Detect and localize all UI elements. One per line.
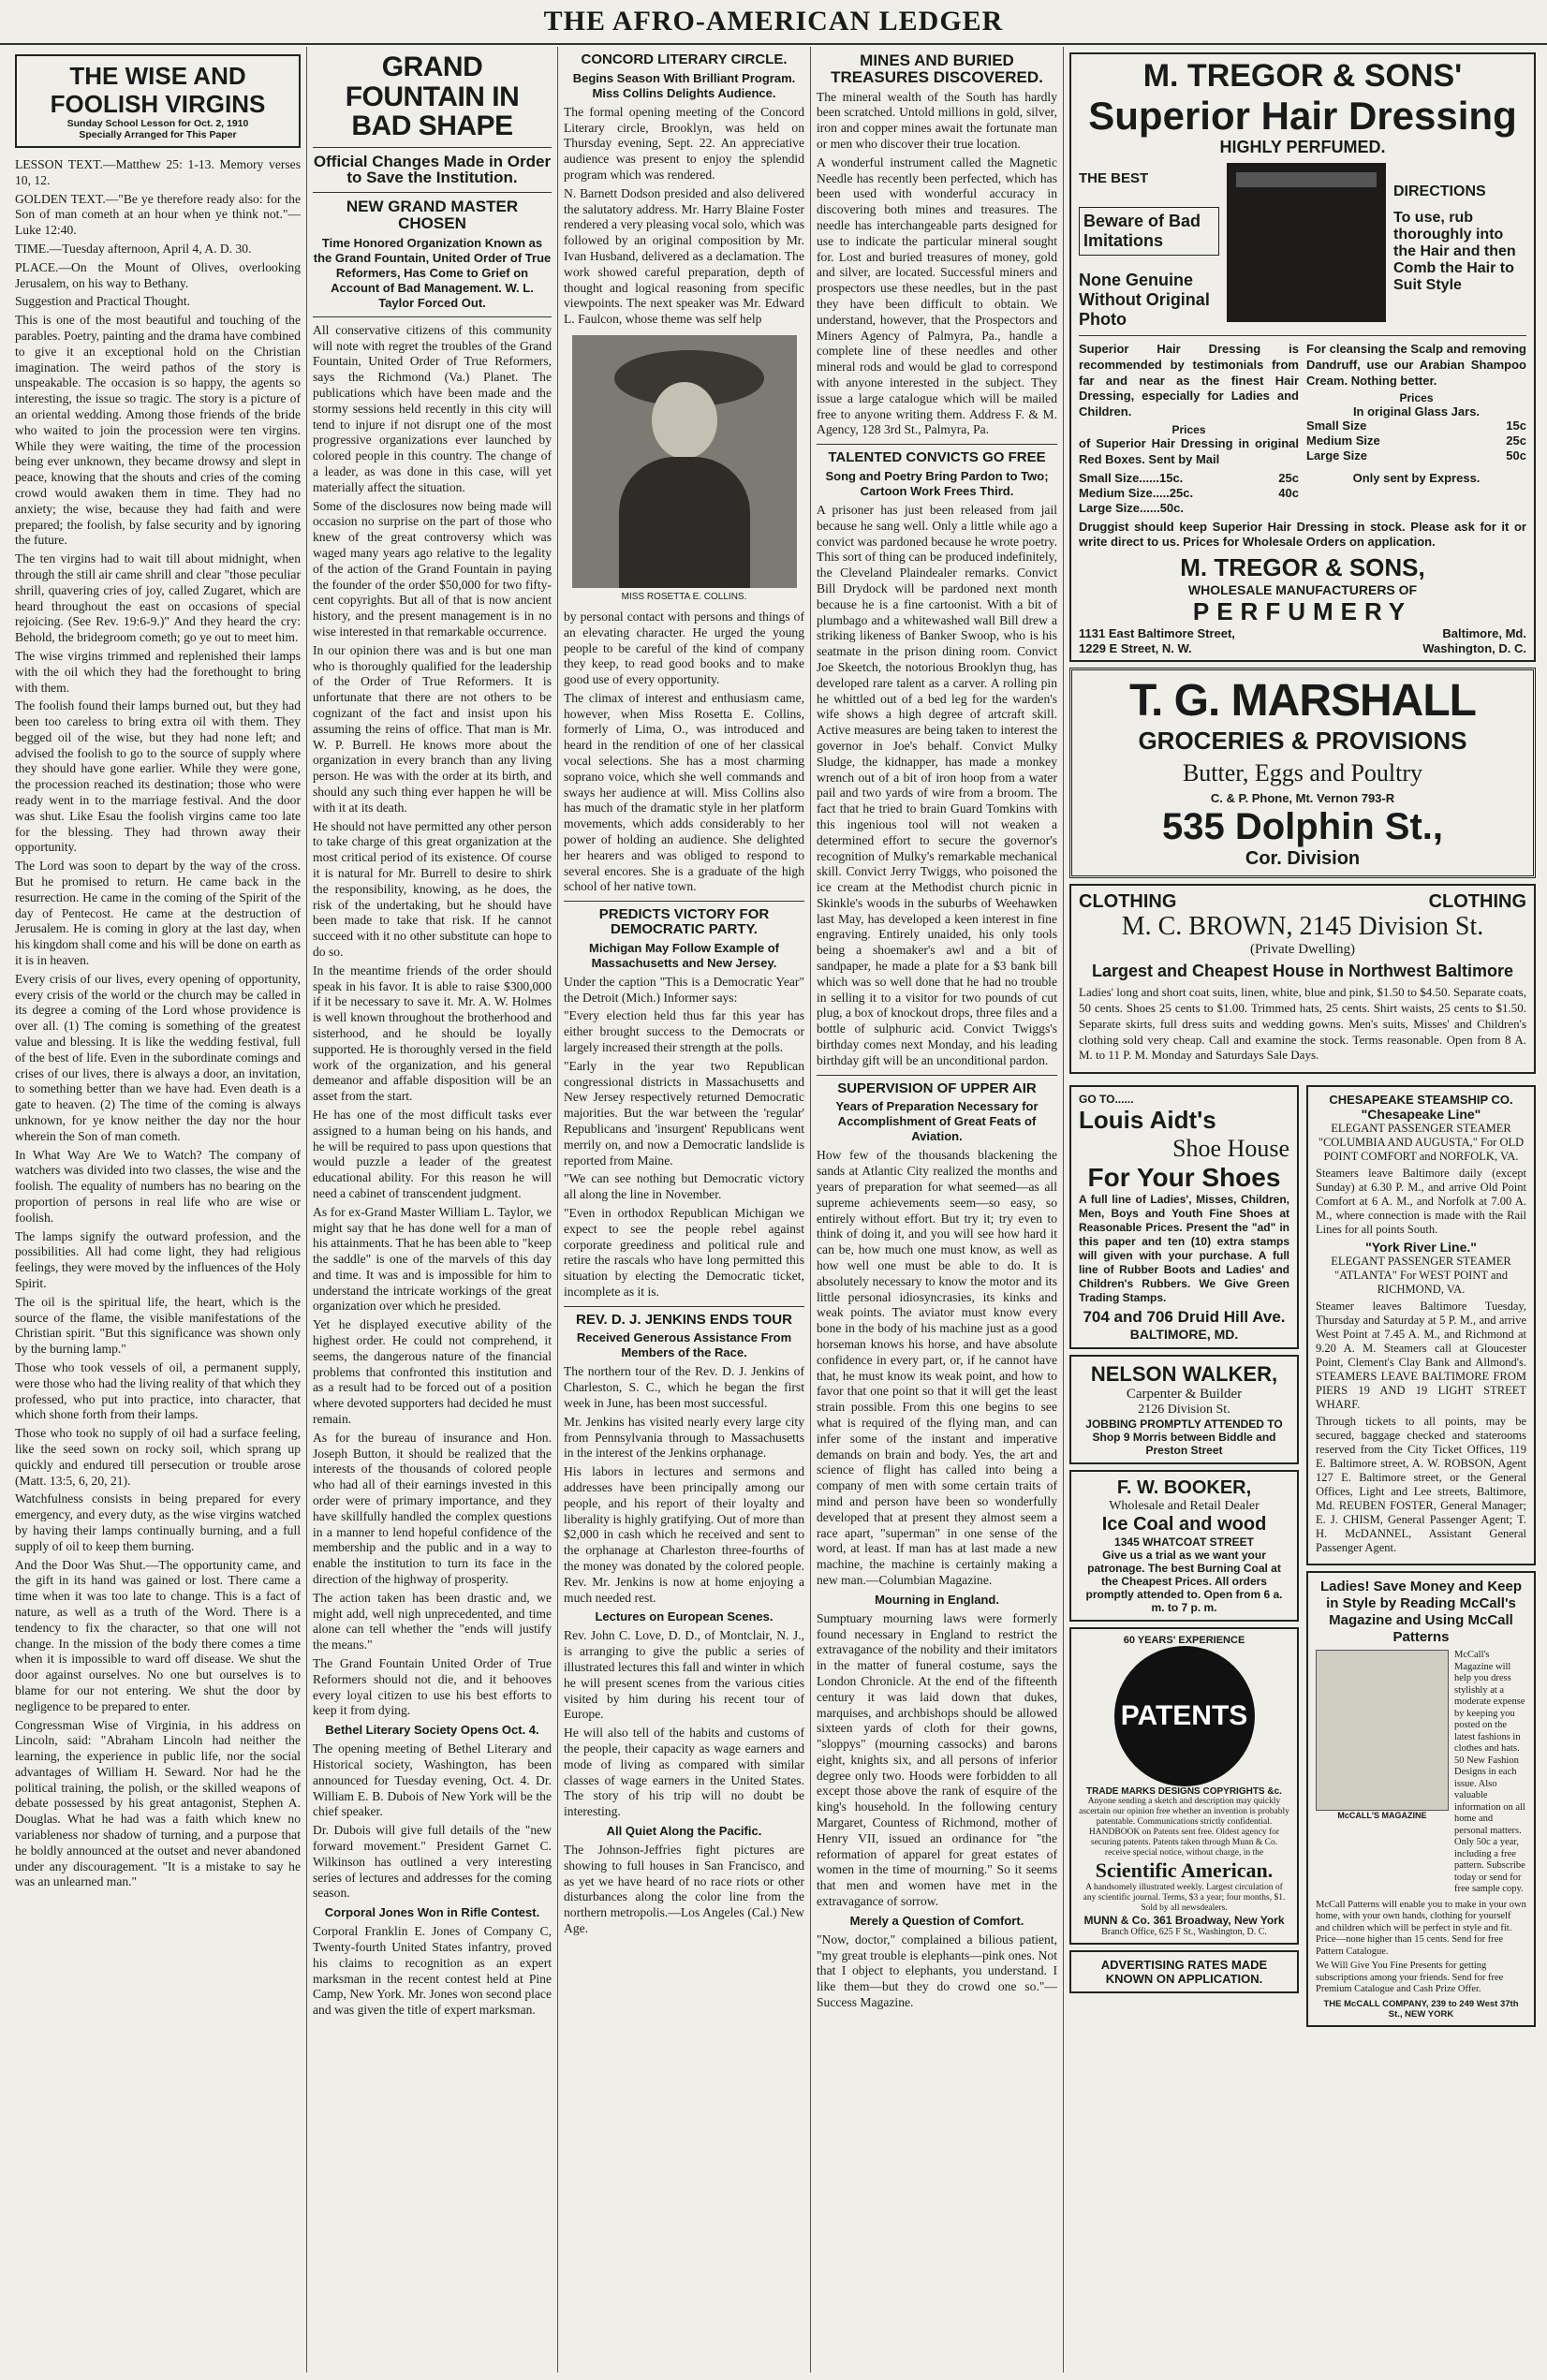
hair-dressing-tin-image	[1227, 163, 1386, 322]
paragraph: Watchfulness consists in being prepared for every emergency, and every duty, as the wise virgins watched by having their lamps continually burning, and a full supply of oil to keep them burning.	[15, 1491, 301, 1553]
patents-marks: TRADE MARKS DESIGNS COPYRIGHTS &c.	[1086, 1786, 1282, 1798]
column-5-ads	[1064, 47, 1541, 2373]
patents-sci-text: A handsomely illustrated weekly. Largest circulation of any scientific journal. Terms, $3 a year; four months, $1. Sold by all newsdealers.	[1083, 1883, 1286, 1914]
paragraph: "Even in orthodox Republican Michigan we expect to see the people rebel against corporate greediness and political rule and retire the rascals who have long permitted this situation by electing the Democratic ticket, incomplete as it is.	[564, 1205, 804, 1299]
mourning-body	[817, 1611, 1057, 1910]
paragraph: Congressman Wise of Virginia, in his address on Lincoln, said: "Abraham Lincoln had neither the learning, the experience in public life, nor the social advantages of William H. Seward. Nor had he the political training, the polish, or the skilled weapons of debate possessed by his great antagonist, Stephen A. Douglas. What he had was a faith which knew no variableness nor shadow of turning, and a purpose that he boldly announced at the outset and never abandoned under any discouragement. "It is a mistake to say he was an unlearned man."	[15, 1717, 301, 1889]
paragraph: How few of the thousands blackening the sands at Atlantic City realized the months and years of preparation for what seemed—as all supreme achievements seem—so easy, so entirely without effort. But try it; try even to think of doing it, and you will see how hard it can be, how much one must know, as well as how well one must be able to do. It is absolutely necessary to know the motor and its little personal idiosyncrasies, its kinks and weak points. The aviator must know every bone in the body of his machine just as a good horseman knows his horse, and have absolute confidence in every part, or, if he cannot have that, he must know its weak point, and how to favor that one point so that it will get the least strain possible. From this one begins to see what is required of the flying man, and can infer some of the instant and imperative demands on brain and body. Yes, the art and science of flight has called into being a company of men with some certain traits of mind and person have been so wonderfully developed that at present they almost seem a race apart, "superman" in one sense of the word, at least. If man has at last made a new machine, the machine is certainly making a new man.—Columbian Magazine.	[817, 1148, 1057, 1587]
aidt-address: 704 and 706 Druid Hill Ave.	[1083, 1308, 1286, 1327]
ches-line: "Chesapeake Line"	[1361, 1107, 1481, 1123]
booker-trade: Wholesale and Retail Dealer	[1109, 1499, 1260, 1514]
mourning-headline: Mourning in England.	[875, 1592, 999, 1607]
paragraph: And the Door Was Shut.—The opportunity came, and the gift in its hand was gained or lost. There came a time when it was too late to change. This is a fact of nature, as well as a truth of the Word. There is a tendency to fix the character, so that one will not change. In the mission of the body there comes a time when it is impossible to ward off disease. We shut the door against ourselves. No one but ourselves is to blame for our not entering. We shut the door by negligence to be prepared to enter.	[15, 1557, 301, 1713]
paragraph: The ten virgins had to wait till about midnight, when through the still air came shrill and clear "those peculiar shrill, quavering cries of joy, called Zugaret, which are heard throughout the east on occasions of special rejoicing. (See Rev. 19:6-9.)" And they heard the cry: Behold, the bridegroom cometh; go ye out to meet him.	[15, 551, 301, 645]
concord-body	[564, 105, 804, 328]
tregor-prices-heading: Prices	[1171, 422, 1206, 436]
booker-goods: Ice Coal and wood	[1101, 1514, 1267, 1535]
convicts-headline: TALENTED CONVICTS GO FREE	[828, 449, 1046, 466]
paragraph: All conservative citizens of this community will note with regret the troubles of the Grand Fountain, United Order of True Reformers, says the Richmond (Va.) Planet. The publications which have been made and the stormy sessions held recently in this city will tend to injure if not disrupt one of the most progressive organizations ever launched by colored people in this country. The change of a leader, as was done in this case, will yet materially affect the situation.	[313, 322, 552, 494]
paragraph: "We can see nothing but Democratic victory all along the line in November.	[564, 1171, 804, 1202]
paragraph: He will also tell of the habits and customs of the people, their capacity as wage earners and mode of living as compared with similar classes of wage earners in the United States. The story of his trip will no doubt be interesting.	[564, 1726, 804, 1819]
tregor-glass: In original Glass Jars.	[1352, 404, 1481, 419]
walker-name: NELSON WALKER,	[1090, 1362, 1278, 1387]
paragraph: Dr. Dubois will give full details of the "new forward movement." President Garnet C. Wilkinson has outlined a very interesting series of lectures and addresses for the coming season.	[313, 1823, 552, 1901]
lectures-body	[564, 1628, 804, 1820]
mccall-magazine-label: McCALL'S MAGAZINE	[1337, 1811, 1427, 1821]
fountain-body	[313, 323, 552, 1719]
column-1	[9, 47, 307, 2373]
brown-ad	[1069, 884, 1536, 1074]
brown-name: M. C. BROWN, 2145 Division St.	[1121, 912, 1484, 942]
marshall-address: 535 Dolphin St.,	[1161, 806, 1444, 848]
lesson-title-box	[15, 54, 301, 148]
tregor-ad	[1069, 52, 1536, 662]
price-row: Large Size......50c.	[1079, 500, 1184, 515]
brown-largest: Largest and Cheapest House in Northwest Baltimore	[1091, 962, 1514, 981]
paragraph: He has one of the most difficult tasks ever assigned to a human being on his hands, and he will be required to pass upon questions that would puzzle a leader of the greatest educational ability. For this reason he will need a cabinet of transcendent judgment.	[313, 1107, 552, 1200]
mccall-headline: Ladies! Save Money and Keep in Style by Reading McCall's Magazine and Using McCall Patterns	[1319, 1579, 1523, 1646]
aidt-ad	[1069, 1085, 1299, 1349]
paragraph: As for the bureau of insurance and Hon. Joseph Button, it should be realized that the interests of the thousands of colored people who had all of their earnings invested in this order were of primary importance, and they have skillfully handled the complex questions in a manner to lend hopeful confidence of the membership and the public and in a way to enable the institution to turn its face in the direction of the highway of prosperity.	[313, 1430, 552, 1587]
fountain-deck-2: NEW GRAND MASTER CHOSEN	[346, 198, 519, 233]
tregor-glass-table	[1306, 419, 1526, 463]
tregor-perfumed: HIGHLY PERFUMED.	[1219, 138, 1386, 156]
ches-text-4: Steamer leaves Baltimore Tuesday, Thursday and Saturday at 5 P. M., and arrive West Point at 7.45 A. M., and Richmond at 9.20 A. M. Steamers call at Gloucester Point, Clement's Clay Bank and Allmond's. STEAMERS LEAVE BALTIMORE FROM PIERS 19 AND 19 LIGHT STREET WHARF.	[1316, 1300, 1526, 1412]
aviation-headline: SUPERVISION OF UPPER AIR	[837, 1080, 1037, 1096]
aviation-body	[817, 1148, 1057, 1588]
tregor-company: M. TREGOR & SONS,	[1180, 553, 1425, 582]
paragraph: Yet he displayed executive ability of the highest order. He could not comprehend, it seems, the dangerous nature of the financial problems that confronted this institution and as a result had to be forced out of a position where devoted supporters had decided he must remain.	[313, 1317, 552, 1427]
jenkins-headline: REV. D. J. JENKINS ENDS TOUR	[576, 1311, 792, 1328]
jenkins-body	[564, 1364, 804, 1606]
victory-deck: Michigan May Follow Example of Massachusetts and New Jersey.	[589, 940, 779, 970]
tregor-none-genuine: None Genuine Without Original Photo	[1079, 271, 1210, 329]
patents-sci-am: Scientific American.	[1095, 1858, 1274, 1883]
tregor-perfumery: PERFUMERY	[1192, 597, 1413, 626]
paragraph: N. Barnett Dodson presided and also delivered the salutatory address. Mr. Harry Blaine Foster rendered a very pleasing vocal solo, which was followed by an original composition by Mr. Ivan Husband, delivered as a declamation. The work showed careful preparation, depth of thought and logical reasoning from specific viewpoints. The next speaker was Mr. Edward L. Faulcon, whose theme was self help	[564, 185, 804, 327]
paragraph: TIME.—Tuesday afternoon, April 4, A. D. 30.	[15, 241, 252, 256]
comfort-headline: Merely a Question of Comfort.	[849, 1913, 1024, 1928]
paragraph: The northern tour of the Rev. D. J. Jenkins of Charleston, S. C., which he began the first week in June, has been most successful.	[564, 1364, 804, 1411]
paragraph: PLACE.—On the Mount of Olives, overlooking Jerusalem, on his way to Bethany.	[15, 259, 301, 290]
tregor-title: M. TREGOR & SONS'	[1142, 58, 1463, 94]
clothing-left: CLOTHING	[1079, 891, 1177, 913]
convicts-body	[817, 503, 1057, 1069]
concord-deck: Begins Season With Brilliant Program. Miss Collins Delights Audience.	[572, 70, 796, 100]
lesson-title: THE WISE AND FOOLISH VIRGINS	[50, 62, 266, 118]
mccall-magazine-cover-image	[1316, 1650, 1449, 1811]
paragraph: A wonderful instrument called the Magnetic Needle has recently been perfected, which has been used with wonderful accuracy in discovering both mines and treasures. The needle has interchangeable parts designed for use to indicate the particular mineral sought for. Lost and buried treasures of money, gold and silver, are located. Successful miners and prospectors use these needles, but in the past they have been difficult to obtain. We understand, however, that the Prospectors and Miners Agency of Palmyra, Pa., handle a complete line of these needles and other mineral rods and would be glad to correspond with anyone interested in the subject. They issue a large catalogue which will be mailed free to anyone writing them. Address F. & M. Agency, 128 3rd St., Palmyra, Pa.	[817, 154, 1057, 437]
walker-trade: Carpenter & Builder	[1126, 1387, 1243, 1403]
mccall-text: McCall's Magazine will help you dress stylishly at a moderate expense by keeping you posted on the latest fashions in clothes and hats. 50 New Fashion Designs in each issue. Also valuable information on all home and personal matters. Only 50c a year, including a free pattern. Subscribe today or send for free sample copy.	[1454, 1650, 1525, 1895]
advertising-rates: ADVERTISING RATES MADE KNOWN ON APPLICATION.	[1069, 1950, 1299, 1993]
tregor-prices-left: of Superior Hair Dressing in original Red Boxes. Sent by Mail	[1079, 435, 1299, 466]
price-row: Medium Size.....25c. 40c	[1079, 485, 1299, 500]
paragraph: Under the caption "This is a Democratic Year" the Detroit (Mich.) Informer says:	[564, 974, 804, 1005]
aviation-deck: Years of Preparation Necessary for Accomplishment of Great Feats of Aviation.	[835, 1099, 1039, 1144]
lesson-subtitle-2: Specially Arranged for This Paper	[79, 129, 237, 140]
tregor-address-1: 1131 East Baltimore Street, Baltimore, Md.	[1079, 626, 1526, 641]
patents-years: 60 YEARS' EXPERIENCE	[1123, 1635, 1245, 1647]
paragraph: The foolish found their lamps burned out, but they had been too careless to bring extra oil with them. They begged oil of the wise, but they had none left; and advised the foolish to go to the source of supply where they should have gone earlier. While they were gone, the procession reached its destination; those who were ready went in to the marriage festival. And the door was shut. Like Esau the foolish virgins came too late for the blessing. They had thrown away their opportunity.	[15, 698, 301, 855]
column-3	[558, 47, 811, 2373]
paragraph: The opening meeting of Bethel Literary and Historical society, Washington, has been announced for Tuesday evening, Oct. 4. Dr. William E. B. Dubois of New York will be the chief speaker.	[313, 1741, 552, 1819]
paragraph: "Early in the year two Republican congressional districts in Massachusetts and New Jersey respectively returned Democratic majorities. But the war between the 'regular' Republicans and 'insurgent' Republicans went merrily on, and now a Democratic landslide is reported from Maine.	[564, 1058, 804, 1168]
paragraph: "Now, doctor," complained a bilious patient, "my great trouble is elephants—pink ones. Not that I object to elephants, you understand. I like them—but they do crowd one so."—Success Magazine.	[817, 1932, 1057, 2010]
tregor-druggist: Druggist should keep Superior Hair Dressing in stock. Please ask for it or write direct to us. Prices for Wholesale Orders on application.	[1079, 519, 1526, 550]
paragraph: The mineral wealth of the South has hardly been scratched. Untold millions in gold, silver, iron and copper mines await the fortunate man or men who discover their true location.	[817, 89, 1057, 152]
walker-text: JOBBING PROMPTLY ATTENDED TO Shop 9 Morris between Biddle and Preston Street	[1085, 1418, 1283, 1458]
paragraph: Suggestion and Practical Thought.	[15, 294, 191, 309]
jenkins-deck: Received Generous Assistance From Members of the Race.	[576, 1330, 792, 1360]
paragraph: The climax of interest and enthusiasm came, however, when Miss Rosetta E. Collins, formerly of Lima, O., was introduced and heard in the rendition of one of her classical vocal selections. She has a most charming soprano voice, which she well commands and sways her audience at will. Miss Collins also has much of the dramatic style in her platform movements, which adds considerably to her power of holding an audience. She delighted her hearers and was obliged to respond to several encores. She is a graduate of the high school of her native town.	[564, 690, 804, 894]
marshall-groceries: GROCERIES & PROVISIONS	[1138, 727, 1467, 756]
victory-body	[564, 975, 804, 1300]
patents-seal-icon	[1114, 1646, 1255, 1786]
price-row: Medium Size 25c	[1306, 433, 1526, 448]
tregor-express: Only sent by Express.	[1352, 471, 1481, 486]
paragraph: He should not have permitted any other person to take charge of this great organization at the most critical period of its existence. Of course it is natural for Mr. Burrell to desire to shirk the responsibility, knowing, as he does, the risk of the undertaking, but he should have been made to take that risk. If he cannot succeed with it no other substitute can hope to do so.	[313, 818, 552, 959]
aidt-name: Louis Aidt's	[1079, 1106, 1216, 1135]
paragraph: The Grand Fountain United Order of True Reformers should not die, and it behooves every loyal citizen to use his best efforts to keep it from dying.	[313, 1656, 552, 1718]
paragraph: The Lord was soon to depart by the way of the cross. But he promised to return. He came back in the resurrection. He came in the coming of the Spirit of the day of Pentecost. He came at the destruction of Jerusalem. He is coming in glory at the last day, when his kingdom shall come and his will be done on earth as it is in heaven.	[15, 859, 301, 968]
paragraph: LESSON TEXT.—Matthew 25: 1-13. Memory verses 10, 12.	[15, 157, 301, 187]
paragraph: Corporal Franklin E. Jones of Company C, Twenty-fourth United States infantry, proved his claims to recognition as an expert marksman in the recent contest held at Pine Camp, New York. Mr. Jones won second place and was given the title of expert marksman.	[313, 1924, 552, 2018]
ches-york: "York River Line."	[1365, 1240, 1477, 1256]
patents-text: Anyone sending a sketch and description may quickly ascertain our opinion free whether an invention is probably patentable. Communications strictly confidential. HANDBOOK on Patents sent free. Oldest agency for securing patents. Patents taken through Munn & Co. receive special notice, without charge, in the	[1079, 1797, 1289, 1858]
patents-word: PATENTS	[1120, 1700, 1248, 1732]
photo-caption: MISS ROSETTA E. COLLINS.	[621, 591, 747, 602]
tregor-left-text: Superior Hair Dressing is recommended by testimonials from far and near as the finest Hair Dressing, especially for Ladies and Children.	[1079, 342, 1299, 419]
mines-body	[817, 90, 1057, 439]
column-2	[307, 47, 558, 2373]
walker-ad	[1069, 1355, 1299, 1464]
mccall-premium: We Will Give You Fine Presents for getting subscriptions among your friends. Send for free Premium Catalogue and Cash Prize Offer.	[1316, 1961, 1504, 1995]
lectures-headline: Lectures on European Scenes.	[595, 1609, 774, 1624]
paragraph: The lamps signify the outward profession, and the possibilities. All had come light, they had religious feelings, they were moved by the influences of the Holy Spirit.	[15, 1228, 302, 1290]
brown-private: (Private Dwelling)	[1249, 942, 1356, 958]
booker-ad	[1069, 1470, 1299, 1622]
tregor-directions: To use, rub thoroughly into the Hair and then Comb the Hair to Suit Style	[1393, 210, 1516, 293]
concord-headline: CONCORD LITERARY CIRCLE.	[581, 51, 788, 67]
paragraph: The formal opening meeting of the Concord Literary circle, Brooklyn, was held on Thursday evening, Sept. 22. An appreciative audience was present to enjoy the splendid program which was rendered.	[564, 104, 804, 182]
paragraph: GOLDEN TEXT.—"Be ye therefore ready also: for the Son of man cometh at an hour when ye think not."—Luke 12:40.	[15, 191, 301, 238]
victory-headline: PREDICTS VICTORY FOR DEMOCRATIC PARTY.	[598, 906, 770, 937]
paragraph: Those who took vessels of oil, a permanent supply, were those who had the living reality of that which they professed, who put into practice, into character, that which shone forth from their lamps.	[15, 1359, 301, 1422]
paragraph: Mr. Jenkins has visited nearly every large city from Pennsylvania through to Massachusetts in the interest of the Jenkins orphanage.	[564, 1414, 804, 1461]
price-row: Small Size 15c	[1306, 419, 1526, 433]
tregor-price-table	[1079, 471, 1299, 516]
price-row: Small Size......15c. 25c	[1079, 470, 1299, 485]
paragraph: The wise virgins trimmed and replenished their lamps with the oil which they had the forethought to bring with them.	[15, 648, 301, 695]
aidt-text: A full line of Ladies', Misses, Children, Men, Boys and Youth Fine Shoes at Reasonable Prices. Present the "ad" in this paper and ten (10) extra stamps will given with your purchase. A full line of Rubber Boots and Ladies' and Children's Rubbers. We Give Green Trading Stamps.	[1079, 1193, 1289, 1305]
paragraph: As for ex-Grand Master William L. Taylor, we might say that he has done well for a man of his attainments. That he has been able to "keep the saddle" is one of the marvels of this day and time. It was and is impossible for him to understand the intricate workings of the great organization over which he presided.	[313, 1204, 552, 1314]
mccall-address: THE McCALL COMPANY, 239 to 249 West 37th St., NEW YORK	[1323, 1998, 1519, 2020]
ches-text-2: Steamers leave Baltimore daily (except Sunday) at 6.30 P. M., and arrive Old Point Comfort at 6 A. M., and Norfolk at 7.00 A. M., where connection is made with the Rail Lines for all points South.	[1316, 1167, 1526, 1237]
masthead-title: THE AFRO-AMERICAN LEDGER	[543, 6, 1004, 37]
aidt-city: BALTIMORE, MD.	[1129, 1327, 1239, 1343]
paragraph: In the meantime friends of the order should speak in his favor. It is able to raise $300,000 if it be necessary to save it. Mr. A. W. Holmes is well known throughout the brotherhood and sisterhood, and he should be loyally supported. He is thoroughly versed in the field work of the organization, and his general demeanor and affable disposition will be an asset from the start.	[313, 962, 552, 1104]
patents-branch: Branch Office, 625 F St., Washington, D. C.	[1101, 1927, 1267, 1938]
tregor-right-text: For cleansing the Scalp and removing Dandruff, use our Arabian Shampoo Cream. Nothing better.	[1306, 342, 1526, 388]
lesson-subtitle: Sunday School Lesson for Oct. 2, 1910	[66, 118, 249, 129]
mines-headline: MINES AND BURIED TREASURES DISCOVERED.	[831, 51, 1043, 86]
marshall-phone: C. & P. Phone, Mt. Vernon 793-R	[1210, 791, 1395, 806]
tregor-address-2: 1229 E Street, N. W. Washington, D. C.	[1079, 641, 1526, 656]
marshall-ad	[1069, 668, 1536, 878]
mccall-patterns: McCall Patterns will enable you to make in your own home, with your own hands, clothing for yourself and children which will be perfect in style and fit. Price—none higher than 15 cents. Send for free Pattern Catalogue.	[1316, 1899, 1526, 1957]
clothing-banner	[1079, 891, 1526, 912]
paragraph: His labors in lectures and sermons and addresses have been principally among our people, and his report of their loyalty and liberality is highly gratifying. Out of more than $2,000 in cash which he received and sent to the orphanage at Charleston three-fourths of the money was donated by the colored people. Rev. Mr. Jenkins is now at home enjoying a much needed rest.	[564, 1464, 804, 1605]
walker-address: 2126 Division St.	[1138, 1403, 1230, 1418]
bethel-headline: Bethel Literary Society Opens Oct. 4.	[325, 1723, 539, 1738]
paragraph: The Johnson-Jeffries fight pictures are showing to full houses in San Francisco, and as yet we have heard of no race riots or other disturbances along the color line from the northern metropolis.—Los Angeles (Cal.) New Age.	[564, 1842, 804, 1935]
paragraph: A prisoner has just been released from jail because he sang well. Only a little while ago a convict was pardoned because he wrote poetry. This sort of thing can be produced indefinitely, the Cleveland Plaindealer remarks. Convict Bill Drydock will be pardoned next month because he is a fine cartoonist. With a bit of plumbago and a whitewashed wall Bill drew a striking likeness of Banker Swoop, who is his seatmate in the prison dining room. Convict Joe Skeetch, the notorious Brooklyn thug, has developed rare talent as a carver. A rolling pin he whittled out of a bed leg for the warden's wife shows a high degree of artcraft skill. Active measures are being taken to interest the governor in Joe's behalf. Convict Mulky Sludge, the kidnapper, has made a monkey wrench out of a bit of iron hoop from a water pail and two yards of wire from a broom. The fact that he tried to brain Guard Tomkins with this ingenious tool will not weaken a determined effort to secure the governor's recognition of Mulky's remarkable mechanical skill. Convict Jerry Twiggs, who poisoned the ice cream at the Methodist church picnic in Skinkle's woods in the suburbs of Weehawken last May, has developed a keen interest in fine engraving. Entirely unaided, his only tools being a shoemaker's awl and a bit of sandpaper, he made a plate for a $3 bank bill which was so well done that he had no trouble in selling it to a visitor for two pounds of cut plug, a box of knockout drops, three files and a bottle of sulphuric acid. Convict Twiggs's birthday comes next Monday, and his leading birthday gift will be an unconditional pardon.	[817, 502, 1057, 1067]
paragraph: Rev. John C. Love, D. D., of Montclair, N. J., is arranging to give the public a series of illustrated lectures this fall and winter in which he will present scenes from the various cities visited by him during his recent tour of Europe.	[564, 1628, 804, 1722]
paragraph: by personal contact with persons and things of an elevating character. He urged the young people to be careful of the kind of company they keep, to read good books and to make good use of every opportunity.	[564, 609, 804, 687]
clothing-right: CLOTHING	[1428, 891, 1526, 913]
tregor-beware: Beware of Bad Imitations	[1079, 207, 1219, 256]
paragraph: Sumptuary mourning laws were formerly found necessary in England to restrict the extravagance of the nobility and their imitators in the matter of funeral costume, says the London Chronicle. At the end of the fifteenth century it was laid down that dukes, marquises, and archbishops should be allowed sixteen yards of cloth for their gowns, "sloppys" (mourning cassocks) and barons eight, knights six, and all persons of inferior degree only two. Hoods were forbidden to all except those above the rank of esquire of the king's household. In the following century Margaret, Countess of Richmond, mother of Henry VII, issued an ordinance for "the reformation of apparel for great estates of women in the time of mourning." So it seems that men and women have met in the extravagance of sorrow.	[817, 1610, 1057, 1909]
paragraph: Those who took no supply of oil had a surface feeling, like the seed sown on rocky soil, which sprang up quickly and endured till persecution or trouble arose (Matt. 13:5, 6, 20, 21).	[15, 1426, 301, 1488]
aidt-shoe-house: Shoe House	[1172, 1135, 1289, 1163]
paragraph: The oil is the spiritual life, the heart, which is the source of the flame, the visible manifestations of the Christian spirit. "But this significance was shown only by the burning lamp."	[15, 1294, 301, 1357]
paragraph: The action taken has been drastic and, we might add, well nigh unprecedented, and time alone can tell whether the "ends will justify the means."	[313, 1590, 552, 1653]
pacific-headline: All Quiet Along the Pacific.	[606, 1823, 762, 1838]
booker-text: Give us a trial as we want your patronage. The best Burning Coal at the Cheapest Prices. All orders promptly attended to. Open from 6 a. m. to 7 p. m.	[1085, 1549, 1283, 1615]
patents-ad	[1069, 1627, 1299, 1945]
marshall-butter: Butter, Eggs and Poultry	[1182, 759, 1423, 787]
fountain-headline: GRAND FOUNTAIN IN BAD SHAPE	[345, 51, 520, 141]
patents-munn: MUNN & Co. 361 Broadway, New York	[1083, 1914, 1285, 1928]
paragraph: Every crisis of our lives, every opening of opportunity, every crisis of the world or the church may be called in its degree a coming of the Lord whose providence is over all. (1) The coming is something of the greatest value and blessing. It is like the wedding festival, full of the best of life. Even in the subordinate comings and crises of our lives, there is always a door, an invitation, to something better than we have had. Even death is a gate to heaven. (2) The time of the coming is always unknown, for ye know neither the day nor the hour wherein the Son of man cometh.	[15, 971, 301, 1143]
bethel-body	[313, 1741, 552, 1902]
comfort-body	[817, 1932, 1057, 2011]
paragraph: "Every election held thus far this year has either brought success to the Democrats or largely increased their strength at the polls.	[564, 1008, 804, 1054]
fountain-deck-1: Official Changes Made in Order to Save the Institution.	[313, 152, 552, 187]
marshall-name: T. G. MARSHALL	[1129, 676, 1476, 727]
tregor-wholesale: WHOLESALE MANUFACTURERS OF	[1187, 582, 1418, 598]
price-row: Large Size 50c	[1306, 448, 1526, 463]
masthead	[0, 0, 1547, 45]
collins-portrait-photo	[572, 335, 797, 588]
paragraph: In our opinion there was and is but one man who is thoroughly qualified for the leadership of the Order of True Reformers. It is unfortunate that there are not others to be cognizant of the fact and insist upon his assuming the reins of office. That man is Mr. W. P. Burrell. He knows more about the organization in every branch than any living person. He was with the order at its birth, and should any such thing ever happen he will be with it at its death.	[313, 642, 552, 815]
rifle-headline: Corporal Jones Won in Rifle Contest.	[324, 1905, 540, 1920]
ches-text-1: ELEGANT PASSENGER STEAMER "COLUMBIA AND AUGUSTA," For OLD POINT COMFORT and NORFOLK, VA.	[1318, 1122, 1525, 1164]
tregor-directions-heading: DIRECTIONS	[1393, 184, 1486, 199]
marshall-corner: Cor. Division	[1245, 848, 1361, 870]
tregor-prices-heading-2: Prices	[1399, 391, 1434, 405]
rifle-body	[313, 1924, 552, 2019]
fountain-deck-3: Time Honored Organization Known as the Grand Fountain, United Order of True Reformers, Has Come to Grief on Account of Bad Management. W. L. Taylor Forced Out.	[313, 235, 552, 310]
tregor-best: THE BEST	[1079, 170, 1149, 186]
aidt-for-shoes: For Your Shoes	[1087, 1163, 1281, 1193]
paragraph: This is one of the most beautiful and touching of the parables. Poetry, painting and the drama have combined to give it an exceptional hold on the Christian imagination. The weird pathos of the story is unspeakable. The occasion is so happy, the agents so interesting, the issue so tragic. The story is a picture of an oriental wedding. Among those friends of the bride who waited to join the procession were ten virgins. While they were waiting, the time of the procession being ever unknown, they became drowsy and slept in peace, knowing that the shouts and cries of the coming crowd would awaken them in time. They had no anxiety; the wise, because they had faith and were prepared; the foolish, by false security and by ignoring the future.	[15, 313, 301, 548]
column-4	[811, 47, 1064, 2373]
pacific-body	[564, 1843, 804, 1937]
brown-text: Ladies' long and short coat suits, linen, white, blue and pink, $1.50 to $4.50. Separate coats, 50 cents. Shoes 25 cents to $1.00. Trimmed hats, 25 cents. Shirt waists, 25 cents to $1.50. Separate skirts, full dress suits and wedding gowns. Men's suits, Misses' and Children's clothing sold very cheap. Call and examine the stock. Terms reasonable. Open from 8 A. M. to 11 P. M. Monday and Saturdays Sale Days.	[1079, 985, 1526, 1063]
ches-text-5: Through tickets to all points, may be secured, baggage checked and staterooms reserved from the City Ticket Offices, 119 E. Baltimore street, A. W. ROBSON, Agent 127 E. Baltimore street, or the General Offices, Light and Lee streets, Baltimore, Md. REUBEN FOSTER, General Manager; E. J. CHISM, General Passenger Agent; T. H. McDANNEL, Assistant General Passenger Agent.	[1316, 1415, 1526, 1555]
booker-address: 1345 WHATCOAT STREET	[1114, 1535, 1254, 1550]
convicts-deck: Song and Poetry Bring Pardon to Two; Cartoon Work Frees Third.	[825, 468, 1049, 498]
ches-title: CHESAPEAKE STEAMSHIP CO.	[1329, 1093, 1513, 1108]
aidt-goto: GO TO......	[1079, 1093, 1134, 1107]
paragraph: In What Way Are We to Watch? The company of watchers was divided into two classes, the wise and the foolish. The equality of numbers has no bearing on the proportion of persons in real life who are wise or foolish.	[15, 1147, 301, 1225]
concord-body-2	[564, 610, 804, 895]
lesson-body	[15, 157, 301, 1890]
tregor-headline: Superior Hair Dressing	[1088, 94, 1517, 138]
mccall-ad	[1306, 1571, 1536, 2027]
ches-text-3: ELEGANT PASSENGER STEAMER "ATLANTA" For WEST POINT and RICHMOND, VA.	[1331, 1255, 1511, 1297]
chesapeake-ad	[1306, 1085, 1536, 1565]
paragraph: Some of the disclosures now being made will occasion no surprise on the part of those who knew of the great controversy which was waged many years ago relative to the legality of the action of the Grand Fountain in paying the founder of the order $50,000 for two fifty-cent copyrights. But all of that is now ancient history, and the present management is in no wise interested in that remarkable occurrence.	[313, 498, 552, 639]
booker-name: F. W. BOOKER,	[1116, 1477, 1252, 1499]
